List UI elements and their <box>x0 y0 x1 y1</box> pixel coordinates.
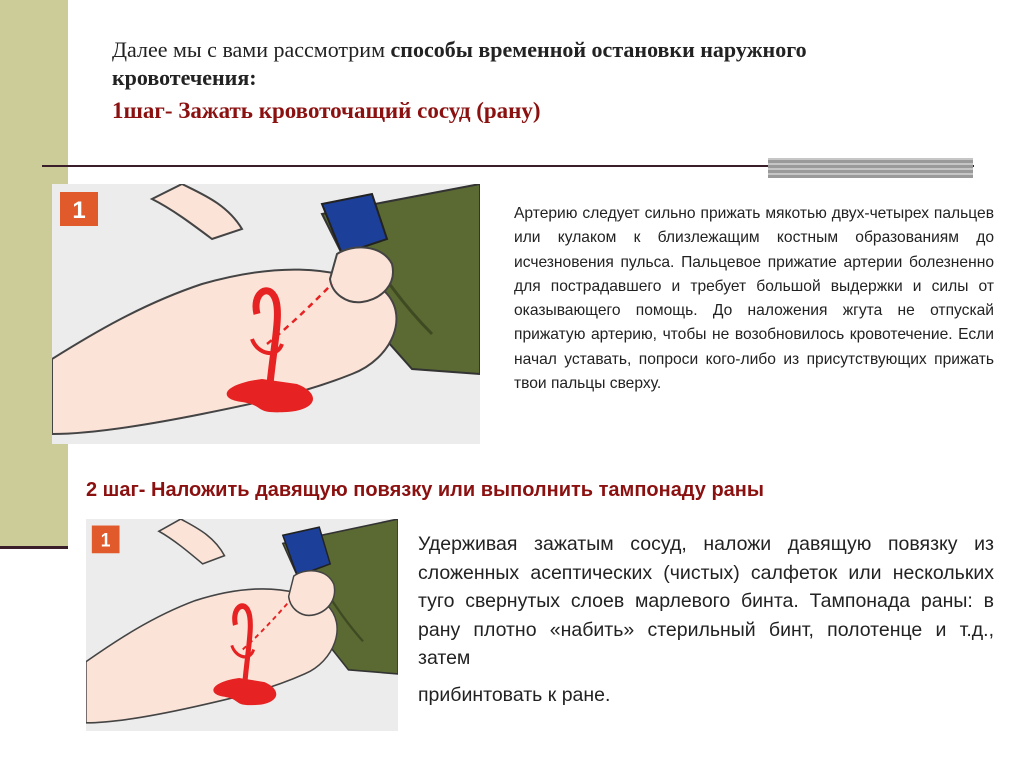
intro-bold: способы временной остановки наружного <box>390 37 807 62</box>
intro-line <box>112 36 962 64</box>
intro-line-2: кровотечения: <box>112 65 257 90</box>
step2-paragraph-main: Удерживая зажатым сосуд, наложи давящую повязку из сложенных асептических (чистых) салфеток или нескольких туго свернутых слоев марлевого бинта. Тампонада раны: в рану плотно «набить» стерильный бинт, полотенце и т.д., затем <box>418 533 994 669</box>
step1-title: 1шаг- Зажать кровоточащий сосуд (рану) <box>112 98 541 123</box>
step2-title: 2 шаг- Наложить давящую повязку или выполнить тампонаду раны <box>86 479 764 501</box>
illustration-badge: 1 <box>72 197 86 224</box>
illustration-pressure-bandage <box>86 519 398 731</box>
illustration-badge: 1 <box>100 528 111 551</box>
divider-accent <box>768 158 973 178</box>
sidebar-rule <box>0 546 68 549</box>
slide-header <box>112 36 962 128</box>
illustration-press-artery <box>52 184 480 444</box>
step1-paragraph: Артерию следует сильно прижать мякотью двух-четырех пальцев или кулаком к близлежащим костным образованиям до исчезновения пульса. Пальцевое прижатие артерии болезненно для пострадавшего и требует большой выдержки и силы от оказывающего помощь. До наложения жгута не отпускай прижатую артерию, чтобы не возобновилось кровотечение. Если начал уставать, попроси кого-либо из присутствующих прижать твои пальцы сверху. <box>514 205 994 393</box>
intro-regular: Далее мы с вами рассмотрим <box>112 37 391 62</box>
step2-paragraph <box>418 530 994 709</box>
step2-paragraph-last: прибинтовать к ране. <box>418 683 611 706</box>
